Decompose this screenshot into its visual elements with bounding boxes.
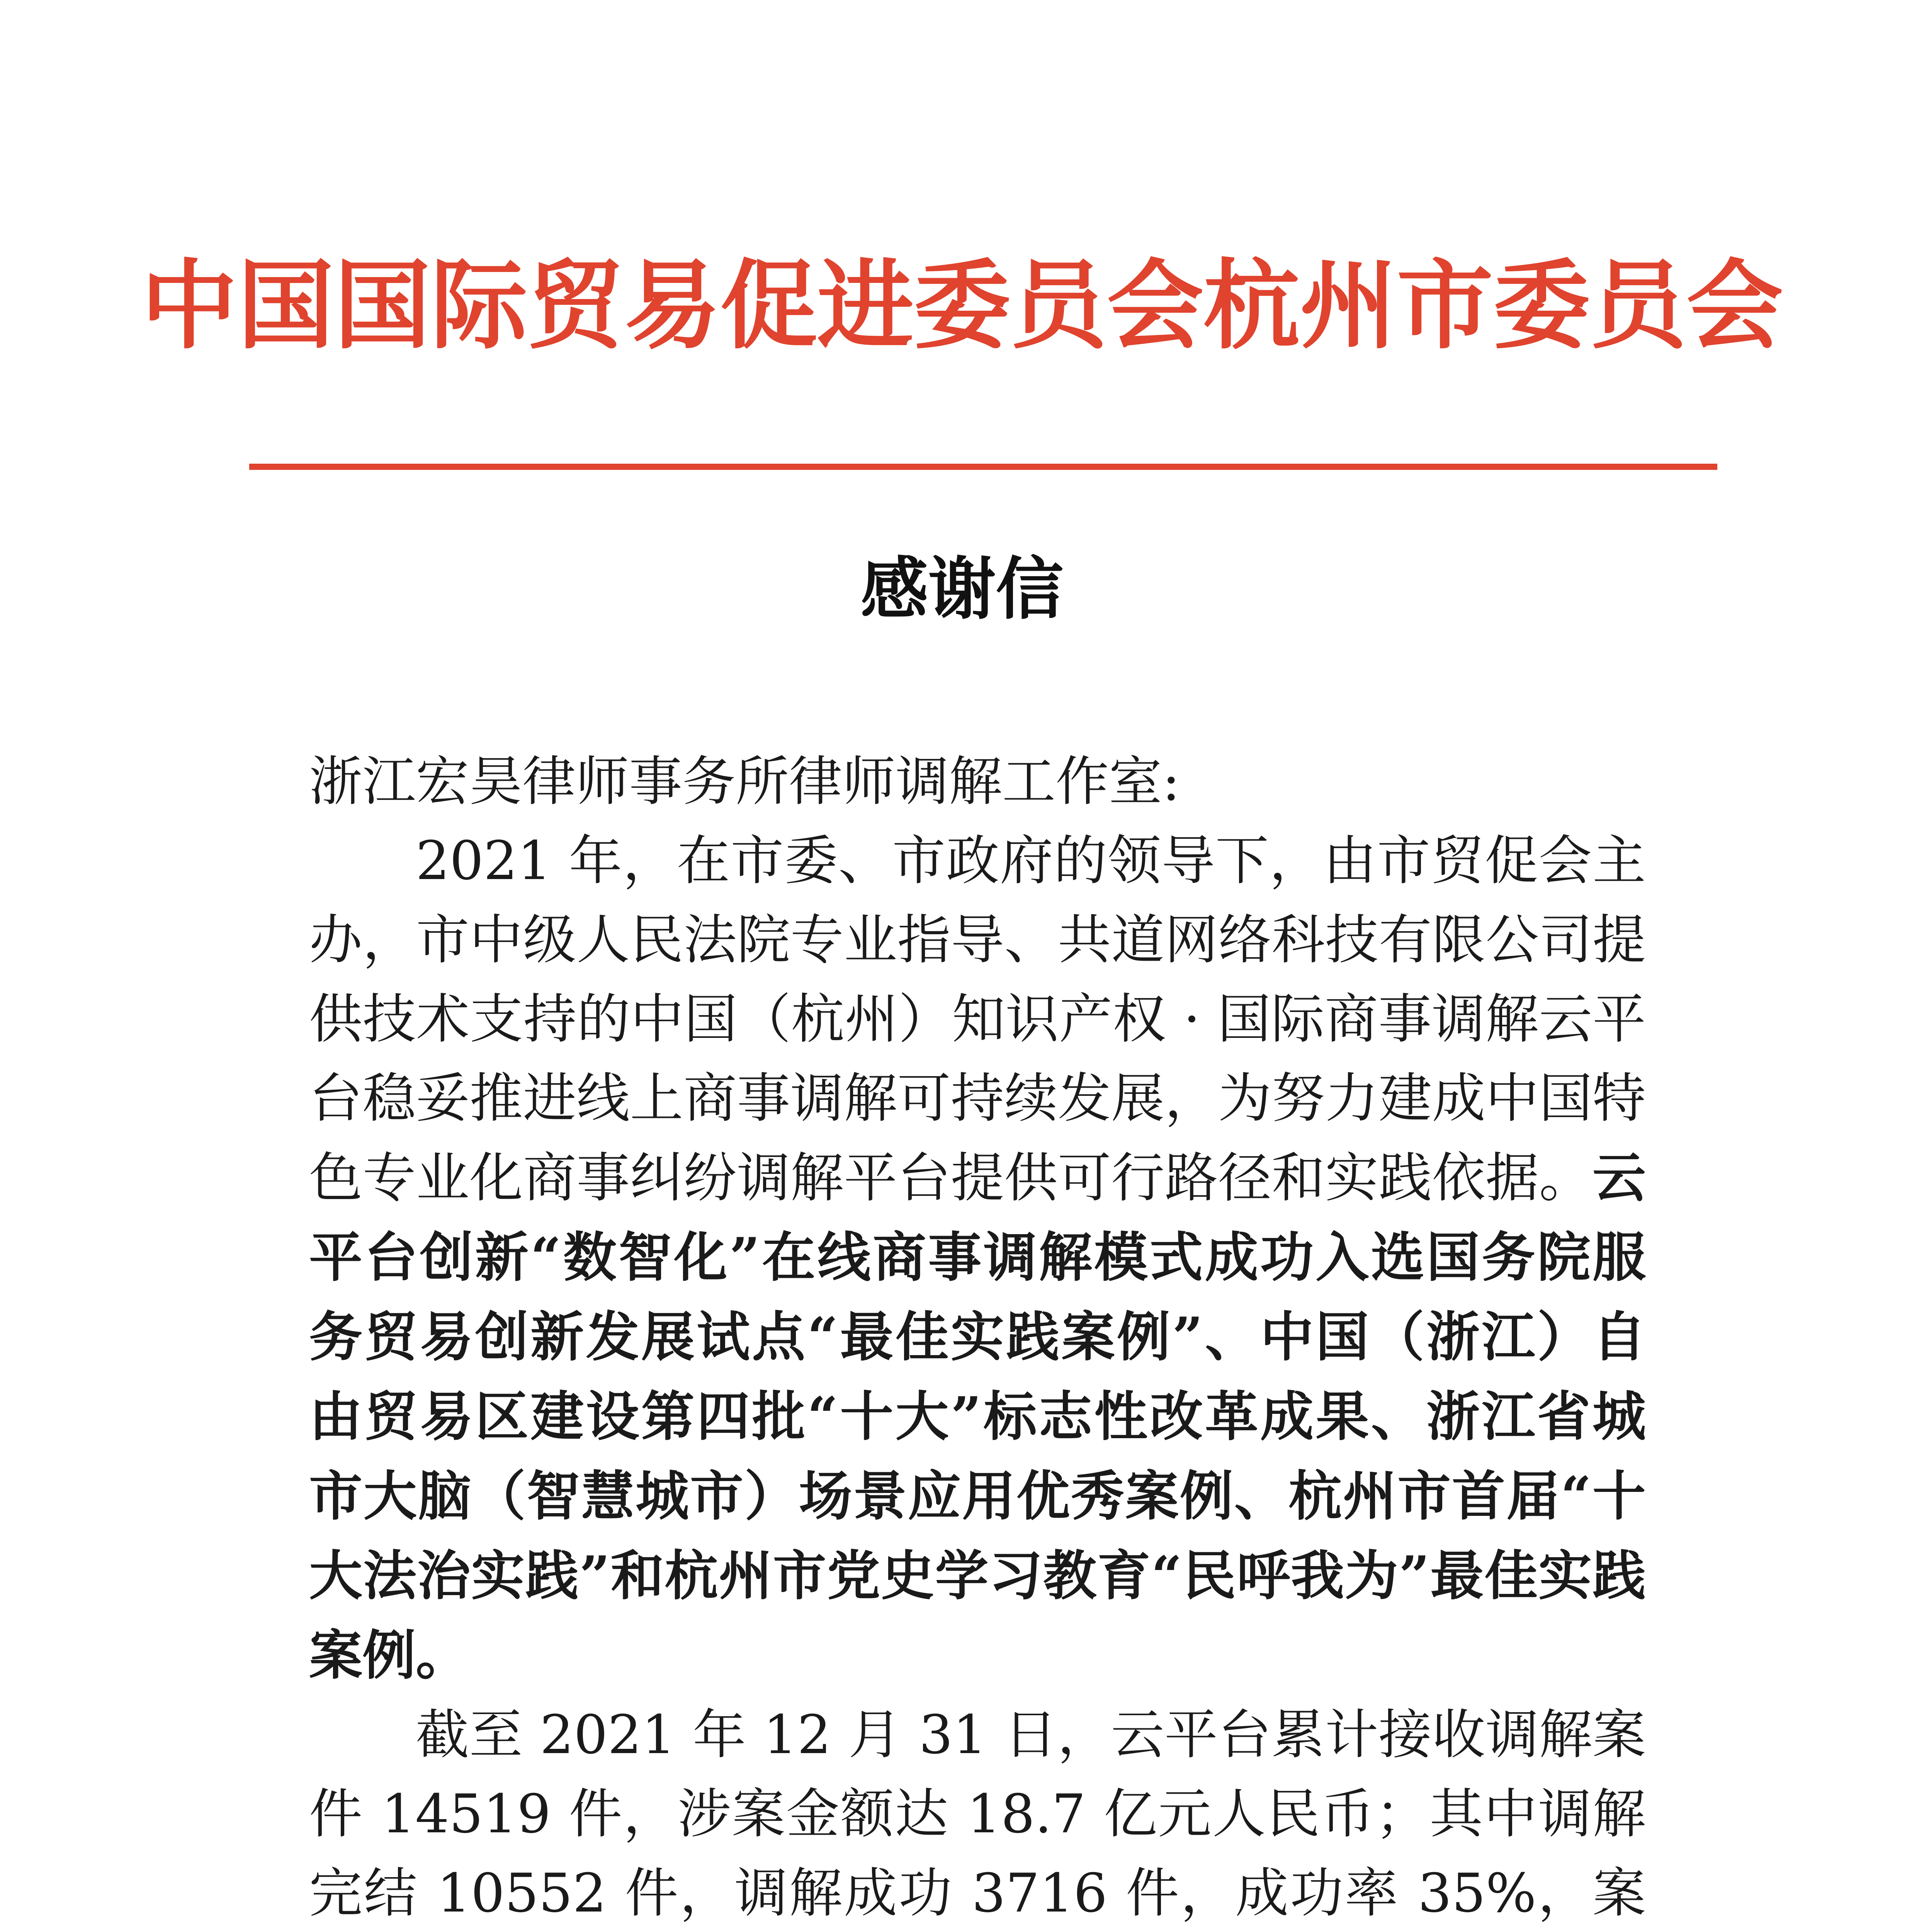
- paragraph-statistics: 截至 2021 年 12 月 31 日，云平台累计接收调解案件 14519 件，涉案金额达 18.7 亿元人民币；其中调解完结 10552 件，调解成功 3716 件，成功率 35%，案: [309, 1704, 1646, 1924]
- paragraph-intro: [309, 821, 1646, 1695]
- letter-body: [309, 742, 1646, 1932]
- letterhead-org-name: 中国国际贸易促进委员会杭州市委员会: [141, 248, 1783, 362]
- letter-title: 感谢信: [860, 549, 1064, 629]
- paragraph-intro-bold: 云平台创新“数智化”在线商事调解模式成功入选国务院服务贸易创新发展试点“最佳实践案例”、中国（浙江）自由贸易区建设第四批“十大”标志性改革成果、浙江省城市大脑（智慧城市）场景应用优秀案例、杭州市首届“十大法治实践”和杭州市党史学习教育“民呼我为”最佳实践案例。: [309, 1146, 1646, 1687]
- paragraph-intro-plain: 2021 年，在市委、市政府的领导下，由市贸促会主办，市中级人民法院专业指导、共道网络科技有限公司提供技术支持的中国（杭州）知识产权 · 国际商事调解云平台稳妥推进线上商事调解可持续发展，为努力建成中国特色专业化商事纠纷调解平台提供可行路径和实践依据。: [309, 830, 1646, 1209]
- salutation: 浙江宏昊律师事务所律师调解工作室:: [309, 750, 1180, 813]
- letterhead-red-rule: [249, 464, 1717, 470]
